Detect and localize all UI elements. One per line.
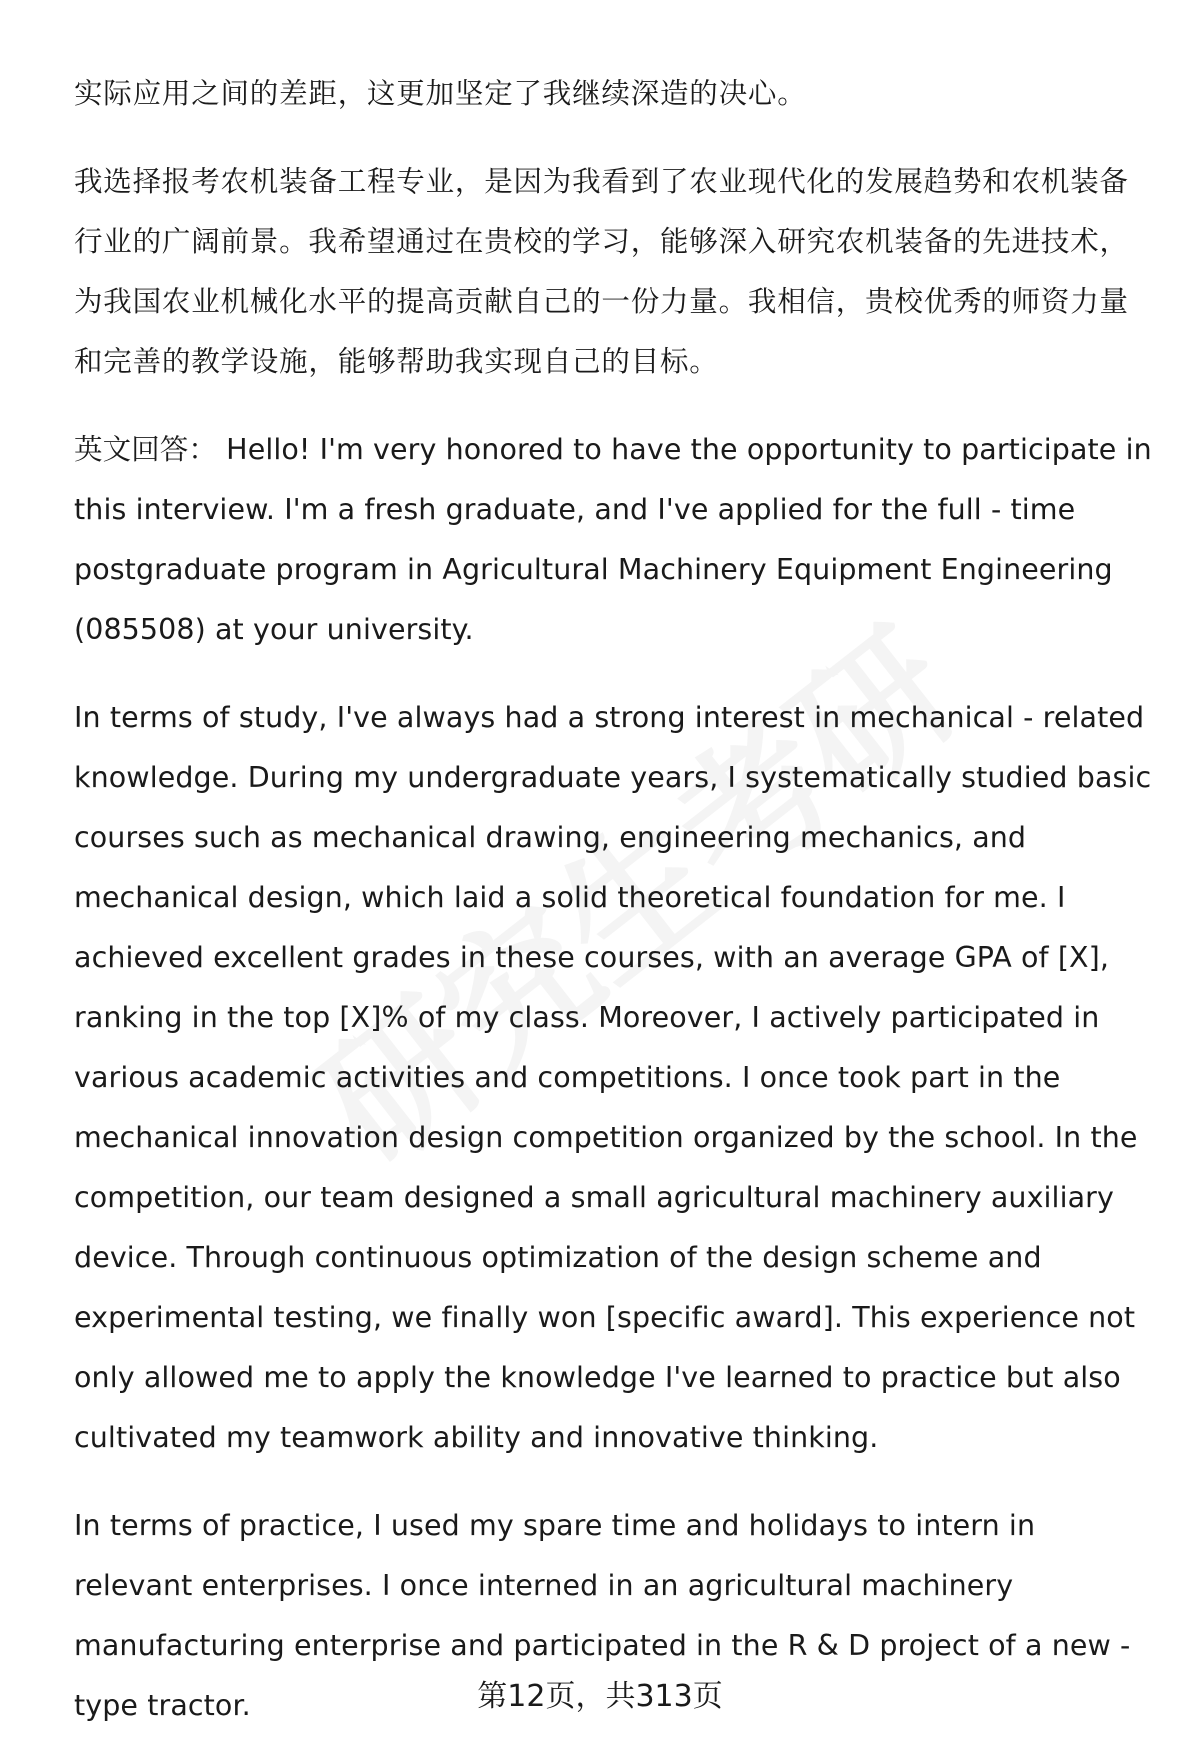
paragraph-4: In terms of study, I've always had a strong interest in mechanical - related knowledge. During my undergraduate years, I systematically studied basic courses such as mechanical drawing, engineering mechanics, and mechanical design, which laid a solid theoretical foundation for me. I achieved excellent grades in these courses, with an average GPA of [X], ranking in the top [X]% of my class. Moreover, I actively participated in various academic activities and competitions. I once took part in the mechanical innovation design competition organized by the school. In the competition, our team designed a small agricultural machinery auxiliary device. Through continuous optimization of the design scheme and experimental testing, we finally won [specific award]. This experience not only allowed me to apply the knowledge I've learned to practice but also cultivated my teamwork ability and innovative thinking. <box>74 701 1152 1454</box>
paragraph-2: 我选择报考农机装备工程专业，是因为我看到了农业现代化的发展趋势和农机装备行业的广阔前景。我希望通过在贵校的学习，能够深入研究农机装备的先进技术，为我国农业机械化水平的提高贡献自己的一份力量。我相信，贵校优秀的师资力量和完善的教学设施，能够帮助我实现自己的目标。 <box>74 165 1129 378</box>
paragraph-5: In terms of practice, I used my spare time and holidays to intern in relevant enterprises. I once interned in an agricultural machinery manufacturing enterprise and participated in the R & D project of a new - type tractor. <box>74 1509 1131 1722</box>
document-body <box>74 64 1154 1764</box>
paragraph-1: 实际应用之间的差距，这更加坚定了我继续深造的决心。 <box>74 77 807 110</box>
paragraph-3: 英文回答： Hello! I'm very honored to have the opportunity to participate in this interview. I'm a fresh graduate, and I've applied for the full - time postgraduate program in Agricultural Machinery Equipment Engineering (085508) at your university. <box>74 433 1152 646</box>
page-number: 第12页，共313页 <box>477 1679 723 1714</box>
